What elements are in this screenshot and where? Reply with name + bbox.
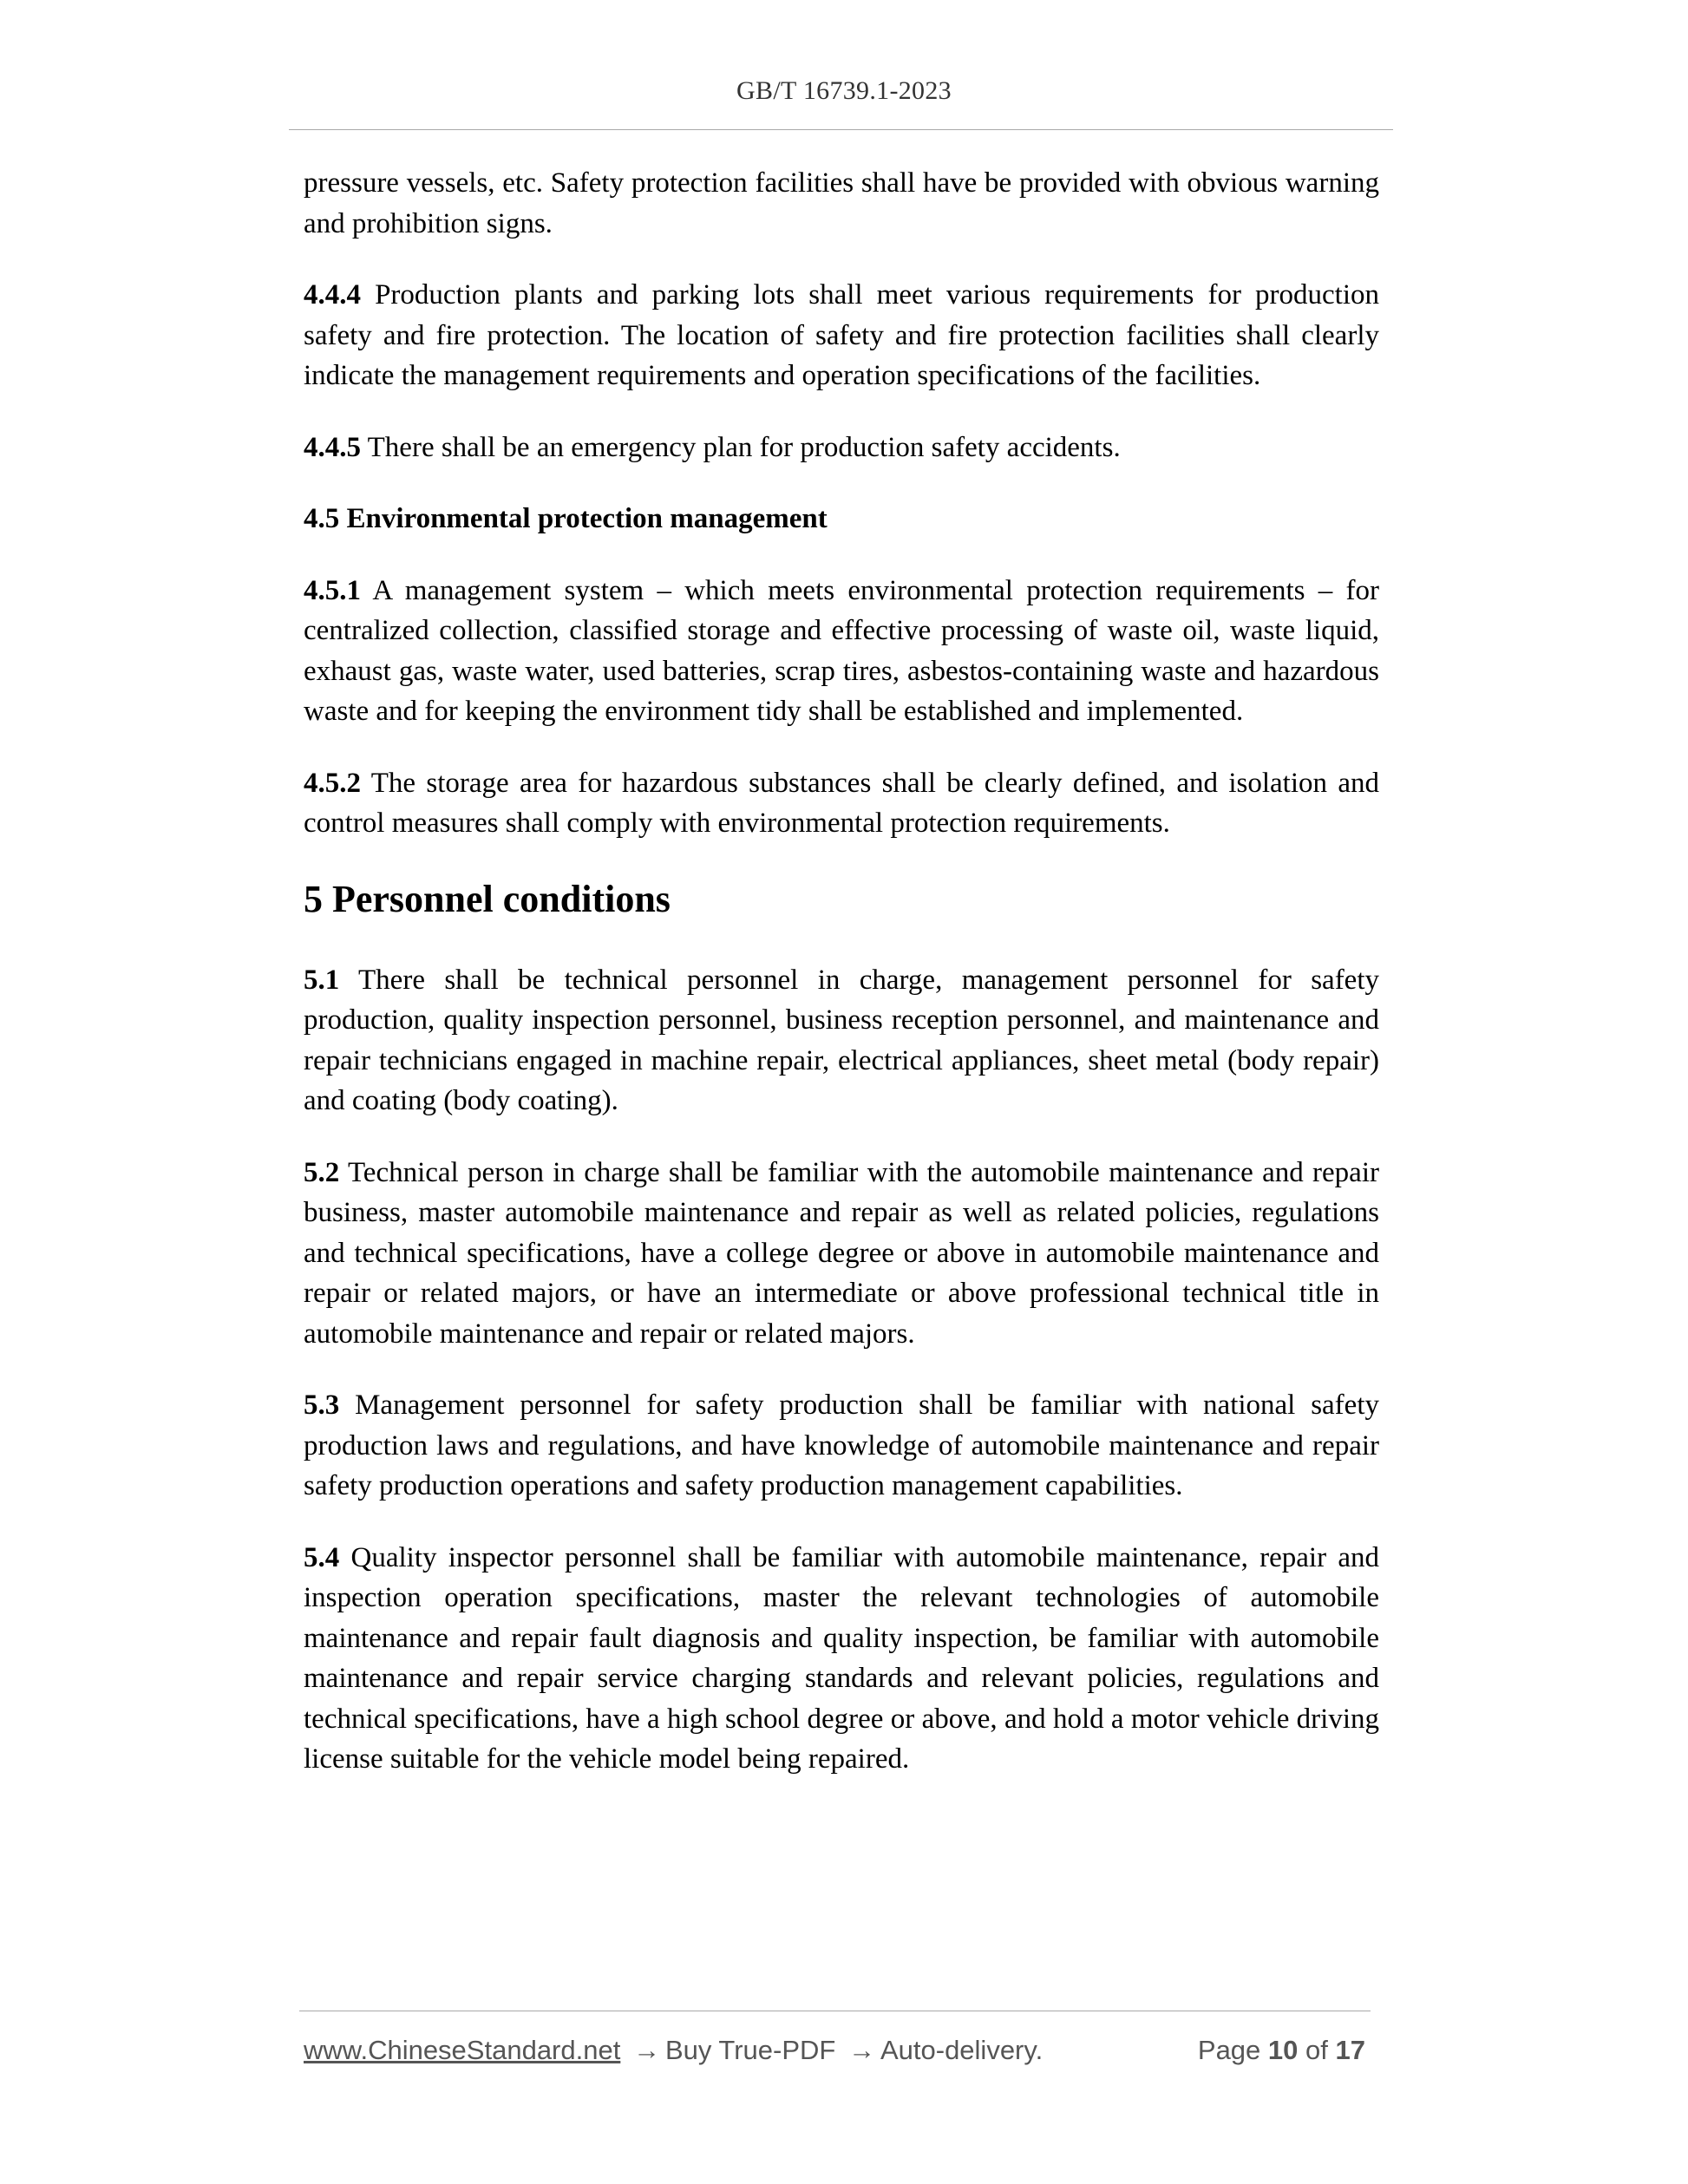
clause-number: 4.5.2 — [304, 767, 361, 799]
page-footer — [304, 2035, 1371, 2073]
clause-number: 5.1 — [304, 964, 340, 996]
clause-text: Production plants and parking lots shall meet various requirements for production safety and fire protection. The location of safety and fire protection facilities shall clearly indicate the management requirements and operation specifications of the facilities. — [304, 279, 1379, 391]
clause-5-2 — [304, 1153, 1379, 1355]
clause-text: There shall be an emergency plan for production safety accidents. — [361, 431, 1121, 463]
buy-pdf-text: Buy True-PDF — [664, 2035, 836, 2065]
section-heading-5: 5 Personnel conditions — [304, 877, 671, 920]
clause-text: Management personnel for safety production shall be familiar with national safety production laws and regulations, and have knowledge of automobile maintenance and repair safety production operations and safety production management capabilities. — [304, 1390, 1379, 1501]
page-label: Page — [1197, 2035, 1261, 2065]
footer-promo — [304, 2035, 1043, 2066]
page-current-number: 10 — [1267, 2035, 1299, 2065]
clause-text: There shall be technical personnel in charge, management personnel for safety production, quality inspection personnel, business reception personnel, and maintenance and repair technicians engaged in machine repair, electrical appliances, sheet metal (body repair) and coating (body coating). — [304, 964, 1379, 1116]
subsection-heading-4-5: 4.5 Environmental protection management — [304, 503, 828, 534]
clause-4-4-5 — [304, 428, 1379, 468]
header-divider — [289, 129, 1393, 130]
arrow-right-icon: → — [847, 2035, 875, 2065]
page-of-label: of — [1305, 2035, 1328, 2065]
clause-number: 5.3 — [304, 1390, 340, 1421]
clause-4-4-4 — [304, 275, 1379, 396]
clause-number: 5.2 — [304, 1156, 340, 1188]
clause-text: The storage area for hazardous substances shall be clearly defined, and isolation and control measures shall comply with environmental protection requirements. — [304, 767, 1379, 839]
clause-text: Quality inspector personnel shall be familiar with automobile maintenance, repair and inspection operation specifications, master the relevant technologies of automobile maintenance and repair fault diagnosis and quality inspection, be familiar with automobile maintenance and repair service charging standards and relevant policies, regulations and technical specifications, have a high school degree or above, and hold a motor vehicle driving license suitable for the vehicle model being repaired. — [304, 1541, 1379, 1775]
page-header-title: GB/T 16739.1-2023 — [736, 76, 952, 105]
clause-text: A management system – which meets environmental protection requirements – for centralized collection, classified storage and effective processing of waste oil, waste liquid, exhaust gas, waste water, used batteries, scrap tires, asbestos-containing waste and hazardous waste and for keeping the environment tidy shall be established and implemented. — [304, 574, 1379, 727]
clause-5-3 — [304, 1385, 1379, 1507]
paragraph-intro — [304, 163, 1379, 244]
clause-number: 5.4 — [304, 1541, 340, 1573]
clause-5-4 — [304, 1538, 1379, 1780]
clause-4-5-2 — [304, 763, 1379, 844]
clause-number: 4.4.5 — [304, 431, 361, 463]
arrow-right-icon: → — [632, 2035, 660, 2065]
clause-5-1 — [304, 960, 1379, 1121]
clause-4-5-1 — [304, 571, 1379, 732]
website-link[interactable]: www.ChineseStandard.net — [304, 2035, 621, 2065]
page-total-number: 17 — [1335, 2035, 1365, 2065]
page-indicator — [1198, 2035, 1365, 2066]
clause-text: Technical person in charge shall be familiar with the automobile maintenance and repair business, master automobile maintenance and repair as well as related policies, regulations and technical specifications, have a college degree or above in automobile maintenance and repair or related majors, or have an intermediate or above professional technical title in automobile maintenance and repair or related majors. — [304, 1156, 1379, 1350]
document-body — [304, 163, 1379, 1811]
paragraph-text: pressure vessels, etc. Safety protection facilities shall have be provided with obvious warning and prohibition signs. — [304, 167, 1379, 239]
clause-number: 4.4.4 — [304, 279, 361, 311]
auto-delivery-text: Auto-delivery. — [880, 2035, 1044, 2065]
clause-number: 4.5.1 — [304, 574, 361, 606]
